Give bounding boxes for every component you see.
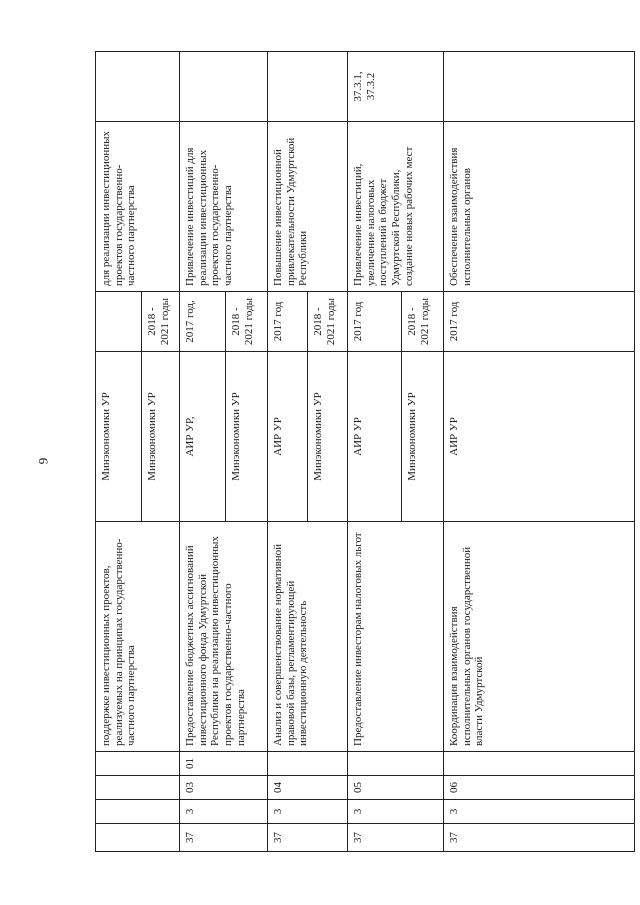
rotated-table-wrapper — [95, 52, 635, 852]
table-row — [348, 52, 402, 852]
executor-cell: АИР УР — [444, 352, 635, 522]
code-cell — [348, 752, 444, 776]
code-cell: 04 — [268, 776, 348, 800]
code-cell: 06 — [444, 776, 635, 800]
description-cell: Предоставление инвесторам налоговых льгот — [348, 522, 444, 752]
table-row — [444, 52, 635, 852]
executor-cell: Минэкономики УР — [226, 352, 268, 522]
code-cell — [444, 752, 635, 776]
description-cell: поддержке инвестиционных проектов, реализуемых на принципах государственно-частного партнерства — [96, 522, 180, 752]
period-cell: 2018 - 2021 годы — [142, 292, 180, 352]
code-cell — [268, 752, 348, 776]
description-cell: Анализ и совершенствование нормативной правовой базы, регламентирующей инвестиционную деятельность — [268, 522, 348, 752]
description-cell: Координация взаимодействия исполнительных органов государственной власти Удмуртской — [444, 522, 635, 752]
executor-cell: Минэкономики УР — [402, 352, 444, 522]
table-row — [180, 52, 226, 852]
table-row — [268, 52, 308, 852]
ref-cell — [444, 52, 635, 122]
ref-cell — [180, 52, 268, 122]
period-cell: 2017 год, — [180, 292, 226, 352]
table-row — [96, 52, 142, 852]
code-cell: 3 — [180, 800, 268, 824]
result-cell: для реализации инвестиционных проектов государственно-частного партнерства — [96, 122, 180, 292]
ref-cell: 37.3.1, 37.3.2 — [348, 52, 444, 122]
code-cell — [96, 800, 180, 824]
code-cell: 03 — [180, 776, 268, 800]
code-cell: 01 — [180, 752, 268, 776]
page-number: 9 — [35, 457, 51, 465]
period-cell: 2017 год — [444, 292, 635, 352]
executor-cell: АИР УР — [268, 352, 308, 522]
code-cell: 3 — [348, 800, 444, 824]
result-cell: Обеспечение взаимодействия исполнительных органов — [444, 122, 635, 292]
result-cell: Повышение инвестиционной привлекательности Удмуртской Республики — [268, 122, 348, 292]
period-cell: 2017 год — [348, 292, 402, 352]
period-cell: 2018 - 2021 годы — [308, 292, 348, 352]
ref-cell — [268, 52, 348, 122]
executor-cell: АИР УР, — [180, 352, 226, 522]
ref-cell — [96, 52, 180, 122]
code-cell — [96, 752, 180, 776]
code-cell — [96, 824, 180, 852]
code-cell: 37 — [348, 824, 444, 852]
executor-cell: Минэкономики УР — [96, 352, 142, 522]
executor-cell: Минэкономики УР — [142, 352, 180, 522]
result-cell: Привлечение инвестиций, увеличение налоговых поступлений в бюджет Удмуртской Республики, создание новых рабочих мест — [348, 122, 444, 292]
executor-cell: Минэкономики УР — [308, 352, 348, 522]
result-cell: Привлечение инвестиций для реализации инвестиционных проектов государственно-частного партнерства — [180, 122, 268, 292]
period-cell: 2018 - 2021 годы — [226, 292, 268, 352]
period-cell — [96, 292, 142, 352]
code-cell: 3 — [268, 800, 348, 824]
code-cell: 37 — [444, 824, 635, 852]
period-cell: 2017 год — [268, 292, 308, 352]
code-cell — [96, 776, 180, 800]
code-cell: 37 — [180, 824, 268, 852]
code-cell: 05 — [348, 776, 444, 800]
description-cell: Предоставление бюджетных ассигнований инвестиционного фонда Удмуртской Республики на реализацию инвестиционных проектов государственно-частного партнерства — [180, 522, 268, 752]
code-cell: 37 — [268, 824, 348, 852]
period-cell: 2018 - 2021 годы — [402, 292, 444, 352]
program-table — [95, 51, 635, 852]
executor-cell: АИР УР — [348, 352, 402, 522]
code-cell: 3 — [444, 800, 635, 824]
